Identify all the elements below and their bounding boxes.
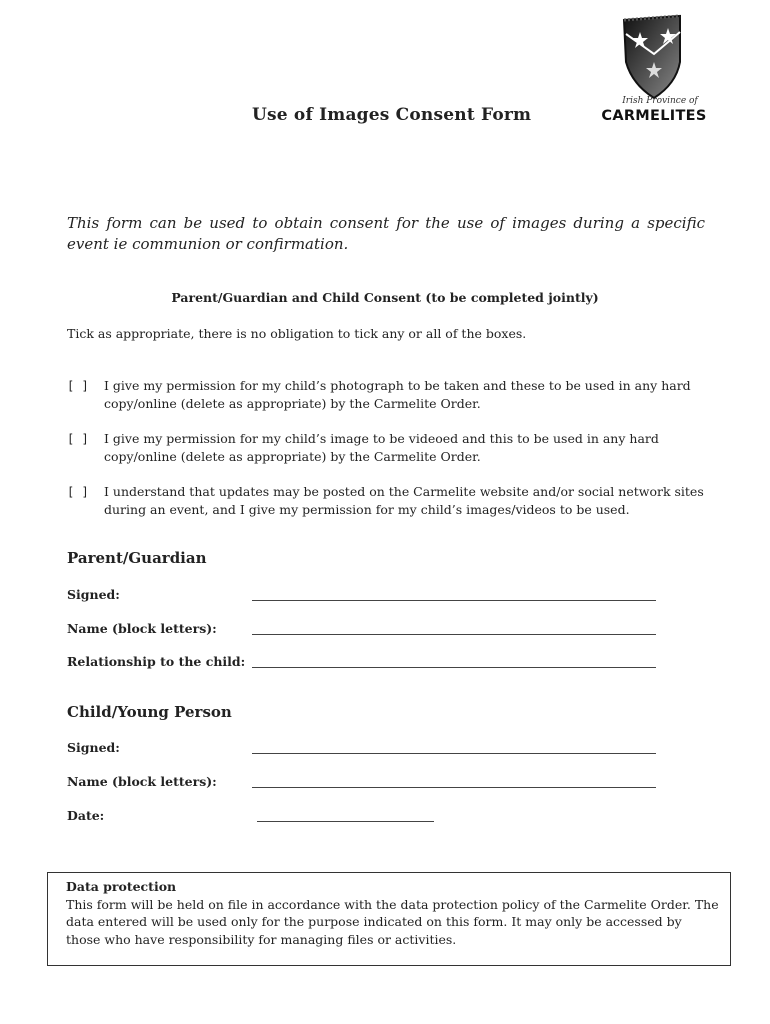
- consent-item-text: I understand that updates may be posted on the Carmelite website and/or social network sites during an event, and I give my permission for my child’s images/videos to be used.: [104, 484, 704, 517]
- parent-name-label: Name (block letters):: [67, 621, 217, 636]
- data-protection-text: This form will be held on file in accordance with the data protection policy of the Carmelite Order. The data entered will be used only for the purpose indicated on this form. It may only be accessed by those who have responsibility for managing files or activities.: [66, 896, 719, 947]
- checkbox-photo[interactable]: [ ]: [67, 379, 89, 393]
- consent-subheading: Parent/Guardian and Child Consent (to be completed jointly): [171, 290, 599, 305]
- child-heading: Child/Young Person: [67, 703, 232, 721]
- data-protection-heading: Data protection: [66, 879, 177, 894]
- logo-wordmark: CARMELITES: [601, 108, 707, 124]
- parent-heading: Parent/Guardian: [67, 549, 207, 567]
- child-signed-label: Signed:: [67, 740, 120, 755]
- consent-item-text: I give my permission for my child’s image to be videoed and this to be used in any hard copy/online (delete as appropriate) by the Carmelite Order.: [104, 431, 659, 464]
- checkbox-website[interactable]: [ ]: [67, 485, 89, 499]
- parent-relationship-field[interactable]: [252, 667, 656, 668]
- consent-item-photo: [67, 377, 707, 413]
- parent-signed-field[interactable]: [252, 600, 656, 601]
- parent-signed-label: Signed:: [67, 587, 120, 602]
- consent-item-text: I give my permission for my child’s photograph to be taken and these to be used in any hard copy/online (delete as appropriate) by the Carmelite Order.: [104, 378, 691, 411]
- child-name-field[interactable]: [252, 787, 656, 788]
- consent-item-website: [67, 483, 707, 519]
- parent-name-field[interactable]: [252, 634, 656, 635]
- child-date-label: Date:: [67, 808, 105, 823]
- child-date-field[interactable]: [257, 821, 434, 822]
- child-name-label: Name (block letters):: [67, 774, 217, 789]
- data-protection-box: [47, 872, 731, 966]
- checkbox-video[interactable]: [ ]: [67, 432, 89, 446]
- child-signed-field[interactable]: [252, 753, 656, 754]
- tick-instructions: Tick as appropriate, there is no obligation to tick any or all of the boxes.: [67, 326, 527, 341]
- carmelites-logo: [598, 14, 710, 130]
- parent-relationship-label: Relationship to the child:: [67, 654, 246, 669]
- page-title: Use of Images Consent Form: [252, 105, 532, 125]
- intro-text: This form can be used to obtain consent for the use of images during a specific event ie communion or confirmation.: [67, 214, 705, 253]
- consent-item-video: [67, 430, 707, 466]
- logo-subtitle: Irish Province of: [622, 96, 698, 106]
